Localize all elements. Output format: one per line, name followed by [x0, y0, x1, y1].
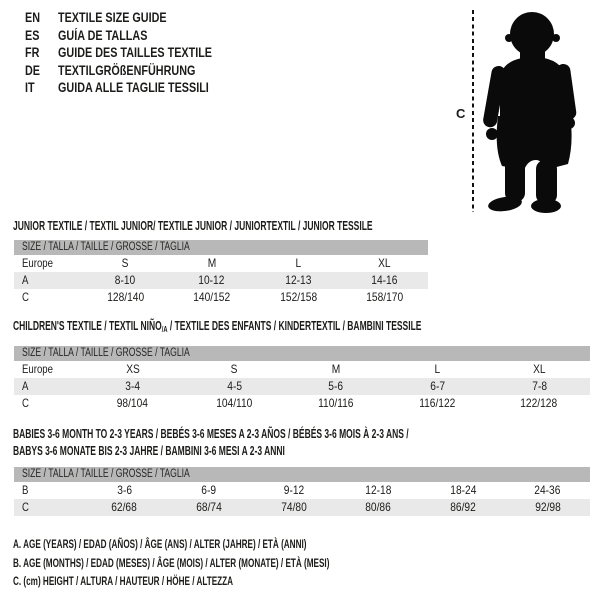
size-header-bar: SIZE / TALLA / TAILLE / GRÖSSE / TAGLIA	[14, 240, 428, 255]
cell: 12-18	[365, 483, 392, 497]
table-row	[14, 289, 428, 306]
junior-size-table	[14, 240, 428, 306]
table-row	[14, 378, 590, 395]
row-label: A	[22, 273, 29, 287]
cell: 3-4	[125, 379, 141, 393]
title-subscript: /A	[161, 324, 168, 334]
row-label: Europe	[22, 362, 53, 376]
cell: 8-10	[115, 273, 136, 287]
cell: 7-8	[531, 379, 547, 393]
height-measure-label: C	[456, 106, 466, 121]
row-label: A	[22, 379, 29, 393]
language-label: GUIDE DES TAILLES TEXTILE	[58, 45, 213, 61]
cell: M	[331, 362, 341, 376]
cell: 68/74	[196, 500, 222, 514]
cell: 12-13	[285, 273, 312, 287]
cell: 9-12	[283, 483, 304, 497]
cell: 116/122	[419, 396, 456, 410]
children-size-table	[14, 346, 590, 412]
cell: 5-6	[328, 379, 344, 393]
cell: XS	[125, 362, 140, 376]
row-label: C	[22, 290, 29, 304]
cell: 6-9	[201, 483, 217, 497]
cell: L	[434, 362, 441, 376]
babies-size-table	[14, 467, 590, 516]
language-code: FR	[25, 45, 40, 61]
cell: XL	[378, 256, 391, 270]
cell: 140/152	[193, 290, 231, 304]
language-code: IT	[25, 80, 35, 96]
language-row	[25, 9, 251, 27]
cell: 74/80	[280, 500, 307, 514]
table-row	[14, 395, 590, 412]
cell: 98/104	[117, 396, 149, 410]
size-header-bar: SIZE / TALLA / TAILLE / GRÖSSE / TAGLIA	[14, 467, 590, 482]
cell: 122/128	[520, 396, 558, 410]
cell: 6-7	[430, 379, 445, 393]
babies-table-title: BABIES 3-6 MONTH TO 2-3 YEARS / BEBÉS 3-6 MESES A 2-3 AÑOS / BÉBÉS 3-6 MOIS À 2-3 ANS / BABYS 3-6 MONATE BIS 2-3 JAHRE / BAMBINI 3-6 MESI A 2-3 ANNI	[13, 427, 409, 458]
cell: 152/158	[279, 290, 317, 304]
language-code: EN	[25, 10, 41, 26]
language-row	[25, 44, 251, 62]
toddler-silhouette	[478, 8, 580, 214]
cell: 4-5	[227, 379, 242, 393]
footnote-a: A. AGE (YEARS) / EDAD (AÑOS) / ÂGE (ANS) / ALTER (JAHRE) / ETÀ (ANNI)	[13, 537, 307, 551]
table-row	[14, 255, 428, 272]
cell: 86/92	[450, 500, 476, 514]
cell: M	[207, 256, 216, 270]
size-header-bar: SIZE / TALLA / TAILLE / GRÖSSE / TAGLIA	[14, 346, 590, 361]
row-label: C	[22, 396, 29, 410]
junior-table-title: JUNIOR TEXTILE / TEXTIL JUNIOR/ TEXTILE JUNIOR / JUNIORTEXTIL / JUNIOR TESSILE	[13, 219, 373, 233]
cell: S	[121, 256, 129, 270]
language-label: GUÍA DE TALLAS	[58, 27, 148, 43]
footnotes	[13, 535, 478, 591]
table-row	[14, 361, 590, 378]
cell: 3-6	[116, 483, 132, 497]
table-row	[14, 499, 590, 516]
language-code: DE	[25, 62, 41, 78]
language-label: TEXTILGRÖßENFÜHRUNG	[58, 62, 196, 78]
row-label: C	[22, 500, 29, 514]
cell: XL	[532, 362, 546, 376]
cell: 110/116	[318, 396, 354, 410]
language-code: ES	[25, 27, 40, 43]
cell: 158/170	[366, 290, 404, 304]
children-table-title: CHILDREN'S TEXTILE / TEXTIL $NIÑO_{/A}$ / TEXTILE DES ENFANTS / KINDERTEXTIL / BAMBINI TESSILE	[13, 319, 422, 334]
table-row	[14, 272, 428, 289]
footnote-b: B. AGE (MONTHS) / EDAD (MESES) / ÂGE (MOIS) / ALTER (MONATE) / ETÀ (MESI)	[13, 555, 330, 570]
cell: 18-24	[449, 483, 477, 497]
language-title-list	[25, 9, 251, 97]
cell: 10-12	[198, 273, 225, 287]
cell: L	[295, 256, 302, 270]
table-row	[14, 482, 590, 499]
height-measure-line	[472, 10, 474, 212]
cell: 104/110	[216, 396, 253, 410]
language-row	[25, 62, 251, 80]
footnote-c: C. (cm) HEIGHT / ALTURA / HAUTEUR / HÖHE / ALTEZZA	[13, 574, 234, 588]
cell: 62/68	[111, 500, 138, 514]
row-label: Europe	[22, 256, 53, 270]
language-row	[25, 79, 251, 97]
cell: 128/140	[106, 290, 144, 304]
cell: 14-16	[371, 273, 398, 287]
cell: 24-36	[534, 483, 561, 497]
cell: S	[230, 362, 238, 376]
cell: 92/98	[534, 500, 561, 514]
language-label: TEXTILE SIZE GUIDE	[58, 10, 167, 26]
language-row	[25, 27, 251, 45]
row-label: B	[22, 483, 29, 497]
cell: 80/86	[365, 500, 392, 514]
language-label: GUIDA ALLE TAGLIE TESSILI	[58, 80, 209, 96]
